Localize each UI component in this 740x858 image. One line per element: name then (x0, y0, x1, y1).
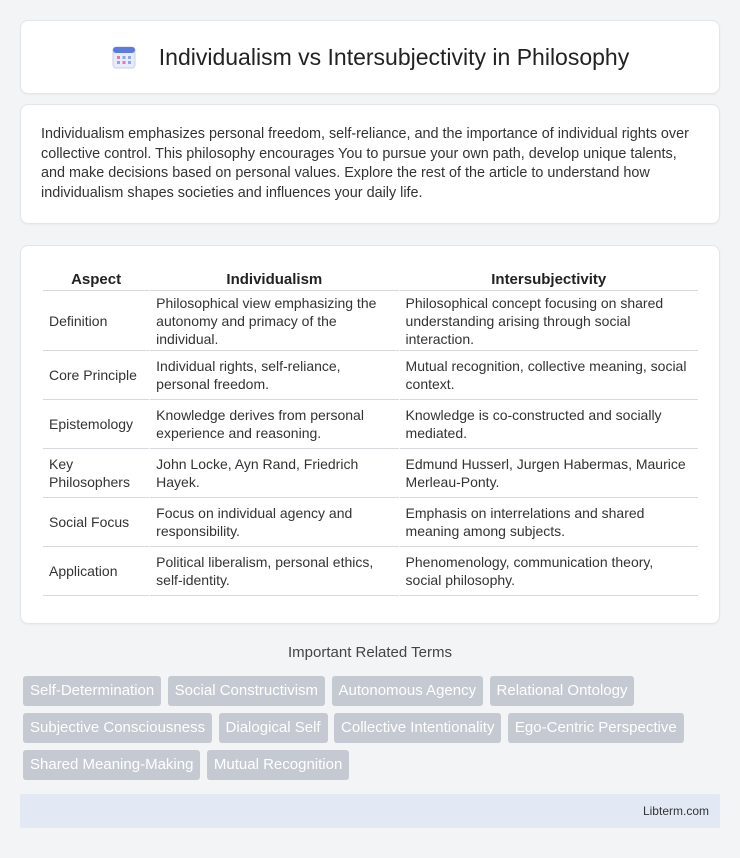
table-row (43, 547, 698, 596)
aspect-cell: Core Principle (43, 351, 149, 400)
tag-subjective-consciousness[interactable]: Subjective Consciousness (23, 713, 212, 743)
intersubjectivity-cell: Phenomenology, communication theory, social philosophy. (400, 547, 698, 596)
tag-dialogical-self[interactable]: Dialogical Self (219, 713, 328, 743)
aspect-cell: Epistemology (43, 400, 149, 449)
tag-relational-ontology[interactable]: Relational Ontology (490, 676, 635, 706)
aspect-cell: Application (43, 547, 149, 596)
intersubjectivity-cell: Philosophical concept focusing on shared understanding arising through social interaction. (400, 291, 698, 351)
tag-shared-meaning-making[interactable]: Shared Meaning-Making (23, 750, 200, 780)
tag-ego-centric-perspective[interactable]: Ego-Centric Perspective (508, 713, 684, 743)
tag-self-determination[interactable]: Self-Determination (23, 676, 161, 706)
individualism-cell: John Locke, Ayn Rand, Friedrich Hayek. (150, 449, 398, 498)
page-title: Individualism vs Intersubjectivity in Philosophy (158, 43, 630, 70)
individualism-cell: Knowledge derives from personal experience and reasoning. (150, 400, 398, 449)
table-row (43, 400, 698, 449)
tag-mutual-recognition[interactable]: Mutual Recognition (207, 750, 349, 780)
intersubjectivity-cell: Emphasis on interrelations and shared meaning among subjects. (400, 498, 698, 547)
individualism-cell: Political liberalism, personal ethics, self-identity. (150, 547, 398, 596)
individualism-cell: Individual rights, self-reliance, personal freedom. (150, 351, 398, 400)
table-row (43, 291, 698, 351)
calendar-icon (111, 44, 137, 70)
comparison-table (42, 264, 699, 596)
intersubjectivity-cell: Edmund Husserl, Jurgen Habermas, Maurice Merleau-Ponty. (400, 449, 698, 498)
related-terms-heading: Important Related Terms (288, 644, 452, 661)
header-card (20, 20, 720, 94)
column-header-intersubjectivity: Intersubjectivity (400, 264, 698, 291)
tag-collective-intentionality[interactable]: Collective Intentionality (334, 713, 501, 743)
column-header-individualism: Individualism (150, 264, 398, 291)
aspect-cell: Social Focus (43, 498, 149, 547)
related-terms-list (23, 676, 723, 787)
table-header-row (43, 264, 698, 291)
table-row (43, 351, 698, 400)
table-row (43, 449, 698, 498)
intro-paragraph: Individualism emphasizes personal freedom, self-reliance, and the importance of individual rights over collective control. This philosophy encourages You to pursue your own path, develop unique talents, and make decisions based on personal values. Explore the rest of the article to understand how individualism shapes societies and influences your daily life. (41, 126, 689, 201)
column-header-aspect: Aspect (43, 264, 149, 291)
footer (20, 794, 720, 828)
aspect-cell: Key Philosophers (43, 449, 149, 498)
intro-card (20, 104, 720, 224)
individualism-cell: Philosophical view emphasizing the autonomy and primacy of the individual. (150, 291, 398, 351)
tag-autonomous-agency[interactable]: Autonomous Agency (332, 676, 484, 706)
intersubjectivity-cell: Knowledge is co-constructed and socially mediated. (400, 400, 698, 449)
individualism-cell: Focus on individual agency and responsibility. (150, 498, 398, 547)
comparison-card (20, 245, 720, 624)
tag-social-constructivism[interactable]: Social Constructivism (168, 676, 325, 706)
footer-brand-link[interactable]: Libterm.com (642, 804, 709, 818)
table-row (43, 498, 698, 547)
aspect-cell: Definition (43, 291, 149, 351)
intersubjectivity-cell: Mutual recognition, collective meaning, social context. (400, 351, 698, 400)
